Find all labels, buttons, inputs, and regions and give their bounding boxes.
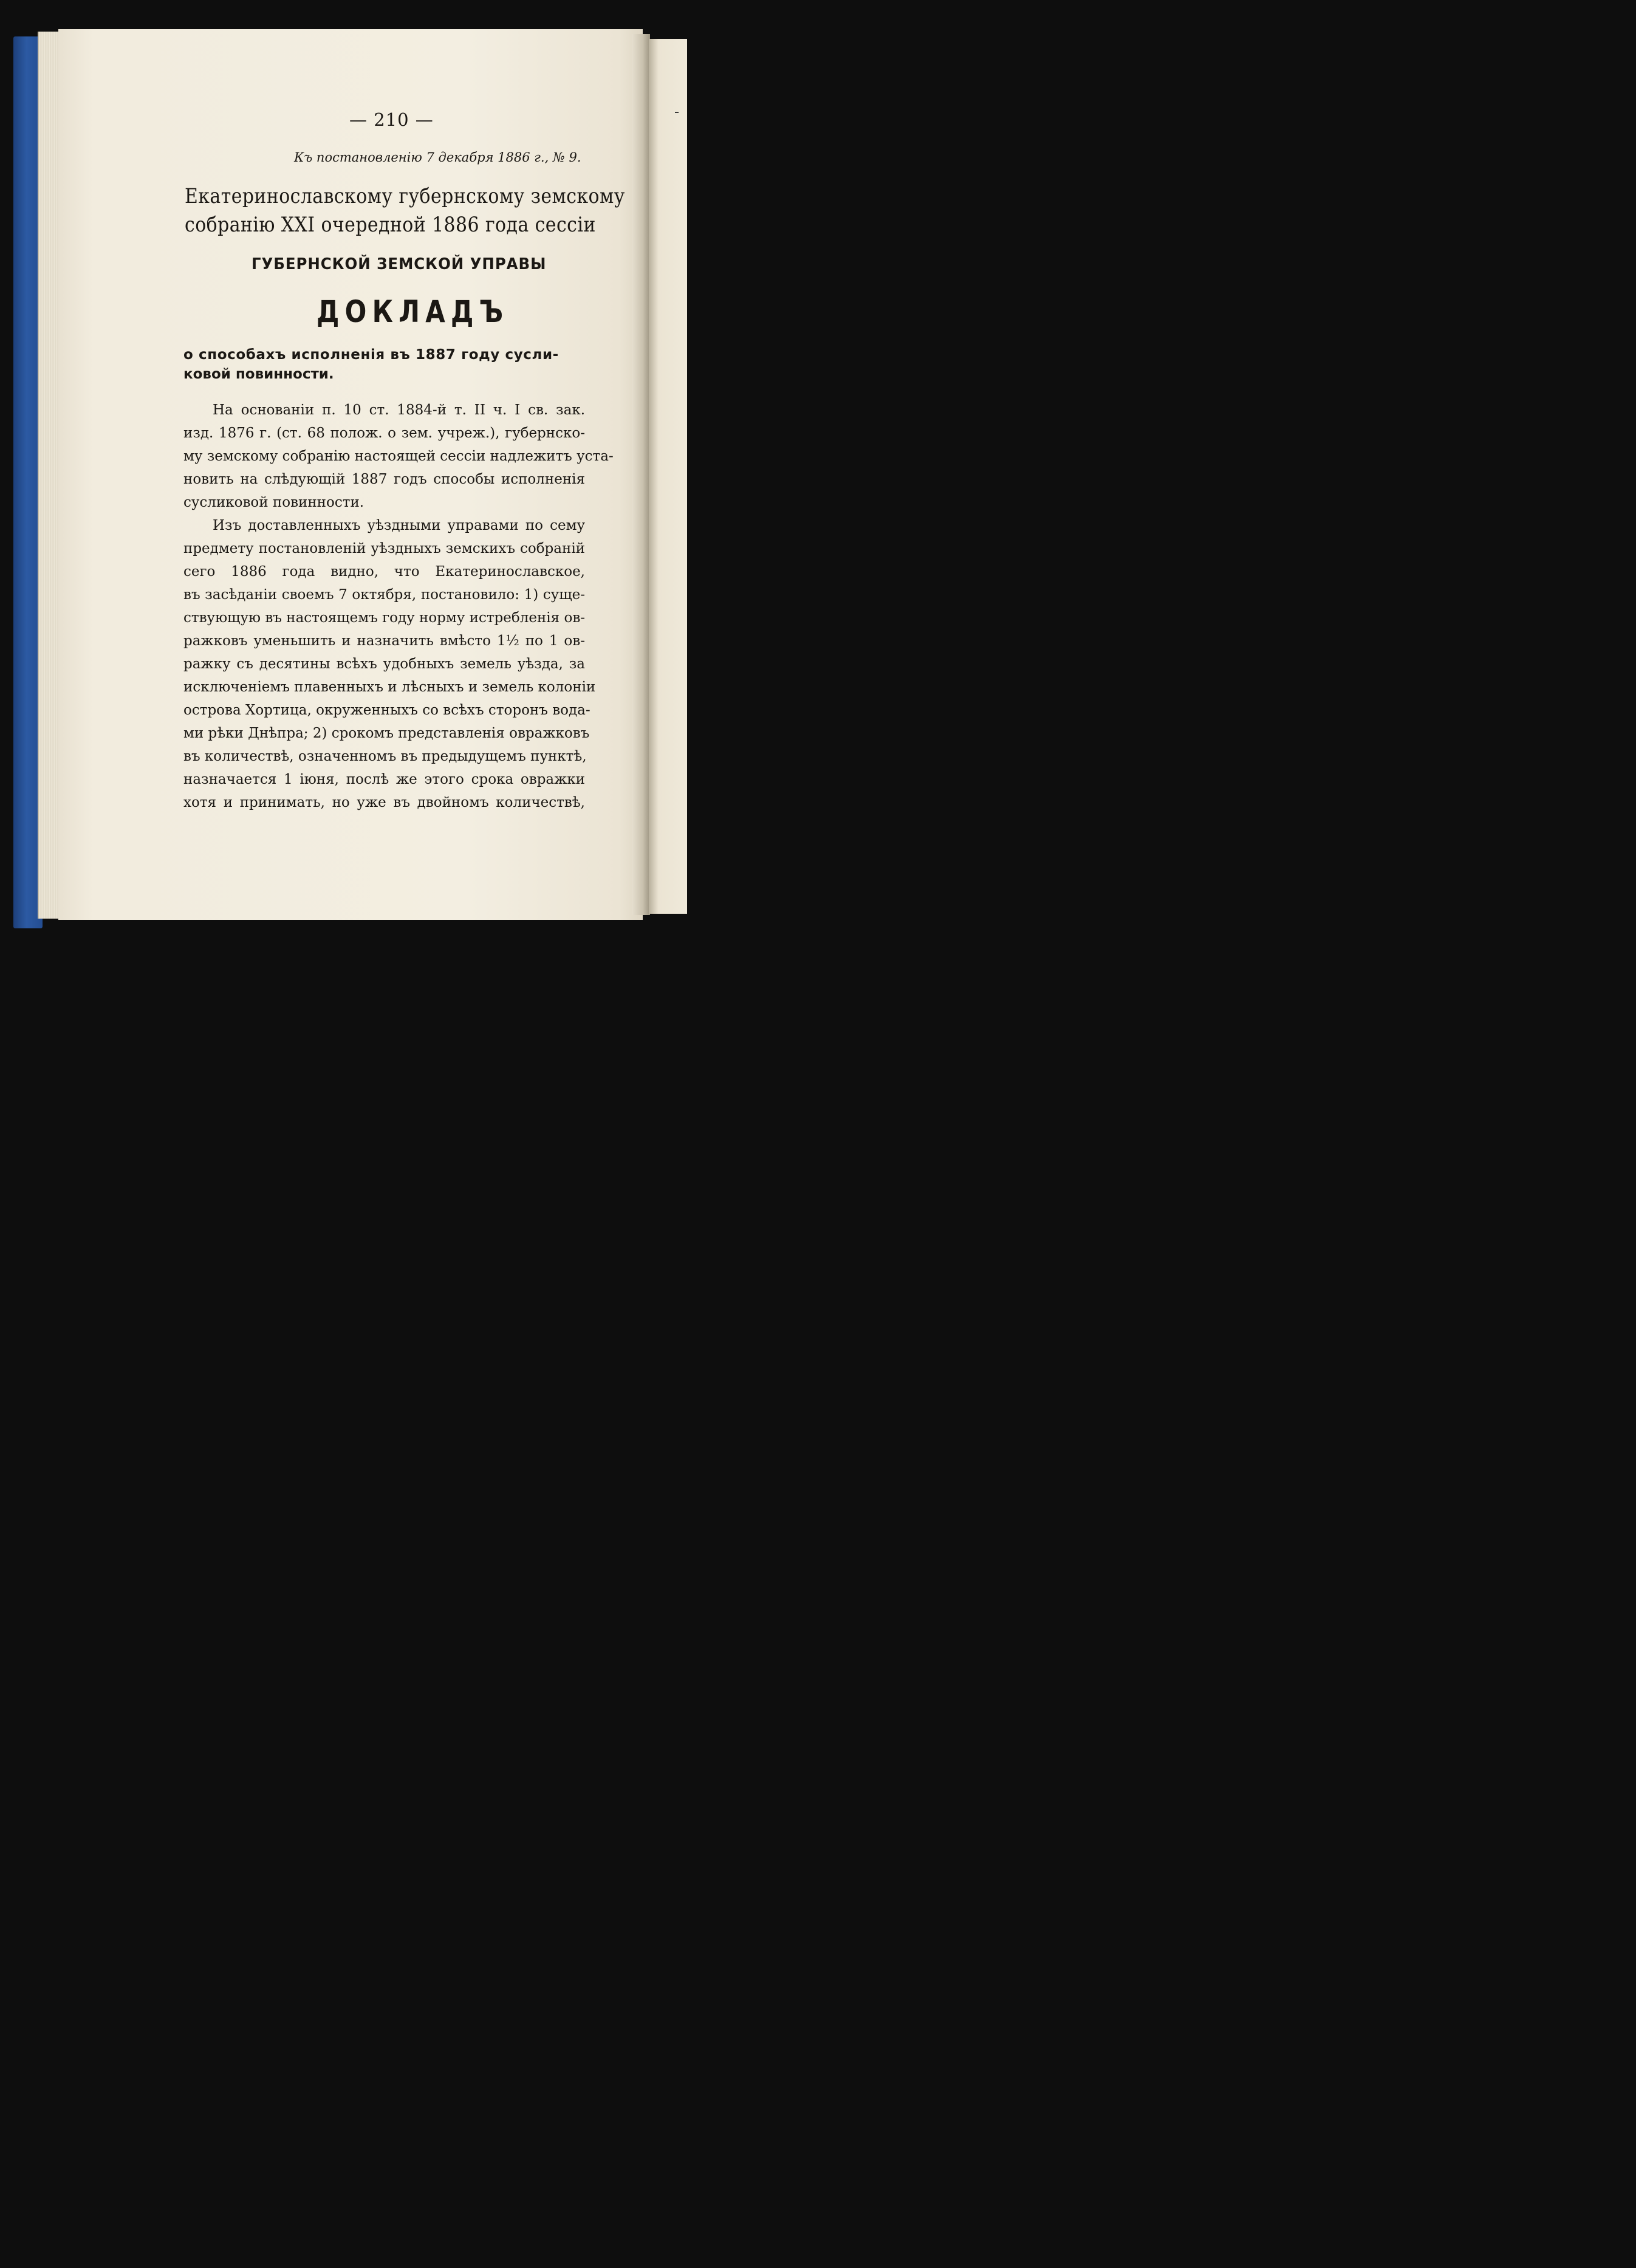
- assembly-heading-line: Екатеринославскому губернскому земскому: [185, 184, 625, 208]
- body-line: назначается 1 іюня, послѣ же этого срока овражки: [183, 772, 585, 787]
- body-line: хотя и принимать, но уже въ двойномъ количествѣ,: [183, 795, 585, 810]
- page-number: — 210 —: [349, 109, 434, 130]
- report-title: ДОКЛАДЪ: [317, 294, 509, 329]
- page-gutter-shadow: [632, 34, 650, 915]
- body-line: въ засѣданіи своемъ 7 октября, постановило: 1) суще-: [183, 587, 585, 603]
- opposite-page: [649, 39, 687, 914]
- body-line: На основаніи п. 10 ст. 1884-й т. II ч. I св. зак.: [213, 402, 585, 418]
- board-heading: ГУБЕРНСКОЙ ЗЕМСКОЙ УПРАВЫ: [252, 255, 547, 273]
- body-line: ражку съ десятины всѣхъ удобныхъ земель уѣзда, за: [183, 656, 585, 672]
- reference-line: Къ постановленію 7 декабря 1886 г., № 9.: [294, 150, 581, 165]
- body-line: ражковъ уменьшить и назначить вмѣсто 1½ по 1 ов-: [183, 633, 585, 649]
- body-line: Изъ доставленныхъ уѣздными управами по сему: [213, 518, 585, 533]
- opposite-page-mark: [675, 112, 679, 113]
- assembly-heading-line: собранію XXI очередной 1886 года сессіи: [185, 213, 596, 237]
- body-line: му земскому собранію настоящей сессіи надлежитъ уста-: [183, 448, 614, 464]
- body-line: сего 1886 года видно, что Екатеринославское,: [183, 564, 585, 580]
- body-line: сусликовой повинности.: [183, 495, 365, 510]
- body-line: исключеніемъ плавенныхъ и лѣсныхъ и земель колоніи: [183, 679, 596, 695]
- body-line: въ количествѣ, означенномъ въ предыдущемъ пунктѣ,: [183, 749, 587, 764]
- subject-line: ковой повинности.: [183, 366, 334, 382]
- body-line: ствующую въ настоящемъ году норму истребленія ов-: [183, 610, 586, 626]
- body-line: острова Хортица, окруженныхъ со всѣхъ сторонъ вода-: [183, 702, 590, 718]
- book-photo: [0, 0, 687, 953]
- body-line: предмету постановленій уѣздныхъ земскихъ собраній: [183, 541, 585, 557]
- body-line: изд. 1876 г. (ст. 68 полож. о зем. учреж.), губернско-: [183, 425, 585, 441]
- subject-line: о способахъ исполненія въ 1887 году сусли-: [183, 347, 559, 363]
- body-line: новить на слѣдующій 1887 годъ способы исполненія: [183, 471, 585, 487]
- body-line: ми рѣки Днѣпра; 2) срокомъ представленія овражковъ: [183, 725, 590, 741]
